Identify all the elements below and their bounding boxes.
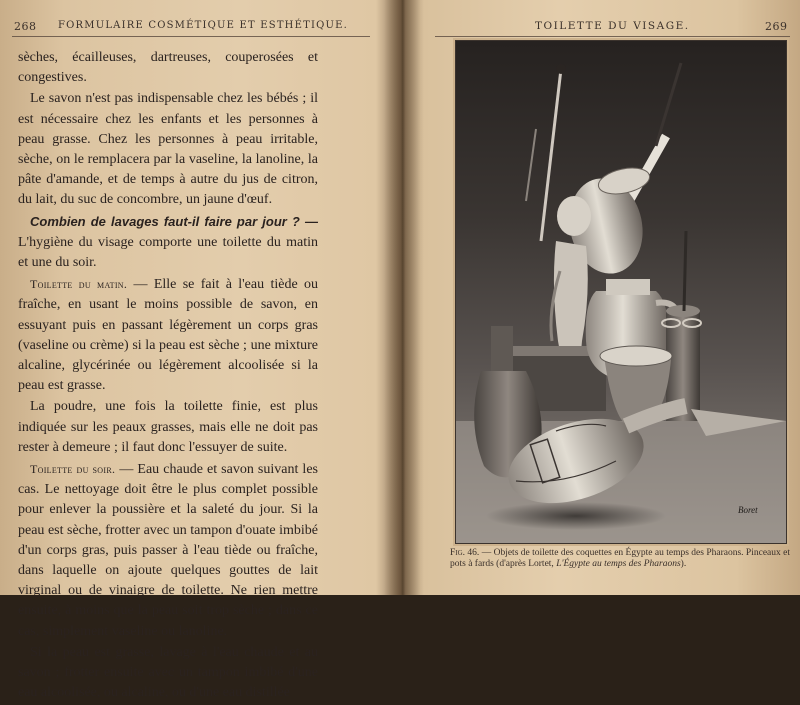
paragraph: La poudre, une fois la toilette finie, est plus indiquée sur les peaux grasses, mais elle ne doit pas rester à demeure ; il faut donc l'essuyer de suite. — [18, 399, 318, 455]
paragraph-text: — Eau chaude et savon suivant les cas. Le nettoyage doit être le plus complet possible pour enlever la poussière et la saleté du jour. Si la peau est sèche, frotter avec un tampon d'ouate imbibé d'un corps gras, puis passer à l'eau tiède ou fraîche, dans laquelle on ajoute quelques gouttes de lait virginal ou de vinaigre de toilette. Ne rien mettre ensuite, à moins que la peau soit trop sèche ; dans ce cas, simplement vaseline ou lanoline. — [18, 462, 318, 639]
question-heading: Combien de lavages faut-il faire par jour ? — — [30, 213, 318, 229]
running-title: FORMULAIRE COSMÉTIQUE ET ESTHÉTIQUE. — [58, 20, 349, 31]
section-label: Toilette du matin. — [30, 277, 128, 292]
paragraph-text: L'hygiène du visage comporte une toilette du matin et une du soir. — [18, 234, 318, 271]
running-title: TOILETTE DU VISAGE. — [535, 20, 690, 32]
right-page — [405, 0, 800, 595]
left-page — [0, 0, 400, 701]
artist-signature: Boret — [738, 505, 758, 515]
paragraph — [18, 459, 318, 642]
paragraph: Le savon n'est pas indispensable chez les bébés ; il est nécessaire chez les enfants et les personnes à peau grasse. Chez les personnes à peau irritable, sèche, on le remplacera par la vaseline, la lanoline, la pâte d'amande, et de temps à autre du jus de citron, du lait, du suc de concombre, un jaune d'œuf. — [18, 91, 318, 208]
figure-caption — [450, 548, 790, 569]
figure-number: Fig. 46. — [450, 548, 480, 558]
header-rule — [12, 36, 370, 37]
header-rule — [435, 36, 790, 37]
egyptian-toilet-objects-illustration — [456, 41, 786, 543]
paragraph — [18, 212, 318, 274]
paragraph: Si la peau est grasse, lavage à l'eau chaude et au savon ; frotter ensuite avec un tampon imbibé d'une eau alcoolisée, ou alcaline, ou d'une eau distillée — [18, 644, 318, 701]
paragraph-text: — Elle se fait à l'eau tiède ou fraîche, en usant le moins possible de savon, en essuyant puis en passant légèrement un corps gras (vaseline ou crème) si la peau est sèche ; une mixture alcaline, glycérinée ou légèrement alcoolisée si la peau est grasse. — [18, 277, 318, 394]
page-number: 269 — [765, 20, 788, 33]
page-number: 268 — [14, 20, 37, 33]
caption-text: — Objets de toilette des coquettes en Égypte au temps des Pharaons. Pinceaux et pots à fards (d'après Lortet, — [450, 548, 790, 569]
paragraph — [18, 274, 318, 396]
caption-end: ). — [680, 558, 687, 569]
paragraph: sèches, écailleuses, dartreuses, couperosées et congestives. — [18, 50, 318, 86]
section-label: Toilette du soir. — [30, 462, 116, 477]
figure-plate — [455, 40, 787, 544]
caption-source-title: L'Égypte au temps des Pharaons — [556, 558, 681, 569]
body-text — [18, 48, 318, 705]
